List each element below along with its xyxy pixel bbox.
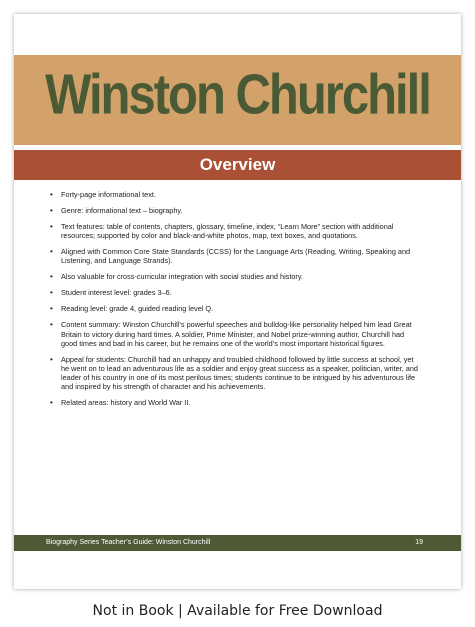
bullet-icon: • (50, 354, 53, 364)
bullet-icon: • (50, 288, 53, 298)
document-page (14, 14, 461, 589)
list-item: • Aligned with Common Core State Standards (CCSS) for the Language Arts (Reading, Writing, Speaking and Listening, and Language Strands). (50, 247, 411, 266)
list-item: • Reading level: grade 4, guided reading level Q. (50, 304, 214, 314)
bullet-icon: • (50, 206, 53, 215)
document-title: Winston Churchill (45, 63, 430, 127)
bullet-icon: • (50, 222, 53, 231)
download-caption: Not in Book | Available for Free Download (92, 603, 383, 619)
list-item: • Appeal for students: Churchill had an unhappy and troubled childhood followed by little success at school, yet he went on to lead an adventurous life as a soldier and enjoy great success as a speaker, politician, writer, and leader of his country in one of its most perilous times; students continue to be intrigued by his adventurous life and inspired by his strength of character and his achievements. (50, 354, 418, 392)
section-heading: Overview (199, 155, 276, 174)
page-footer (14, 535, 461, 551)
list-item: • Student interest level: grades 3–6. (50, 288, 172, 298)
bullet-list (50, 190, 422, 414)
list-item: • Text features: table of contents, chapters, glossary, timeline, index, “Learn More” section with additional resources; supported by color and black-and-white photos, map, text boxes, and quotations. (50, 222, 394, 241)
footer-page-number: 19 (415, 539, 423, 546)
bullet-icon: • (50, 247, 53, 257)
list-item: • Related areas: history and World War II. (50, 398, 191, 408)
section-heading-banner (14, 150, 461, 180)
list-item: • Genre: informational text – biography. (50, 206, 183, 215)
bullet-icon: • (50, 272, 53, 282)
title-banner (14, 55, 461, 145)
bullet-icon: • (50, 190, 53, 199)
list-item: • Forty-page informational text. (50, 190, 156, 199)
bullet-icon: • (50, 398, 53, 408)
bullet-icon: • (50, 320, 53, 330)
footer-guide-title: Biography Series Teacher’s Guide: Winston Churchill (46, 539, 211, 546)
list-item: • Also valuable for cross-curricular integration with social studies and history. (50, 272, 303, 282)
list-item: • Content summary: Winston Churchill’s powerful speeches and bulldog-like personality helped him lead Great Britain to victory during hard times. A soldier, Prime Minister, and Nobel prize-winning author, Churchill had good times and bad in his career, but he remains one of the world’s most important historical figures. (50, 320, 412, 348)
bullet-icon: • (50, 304, 53, 314)
